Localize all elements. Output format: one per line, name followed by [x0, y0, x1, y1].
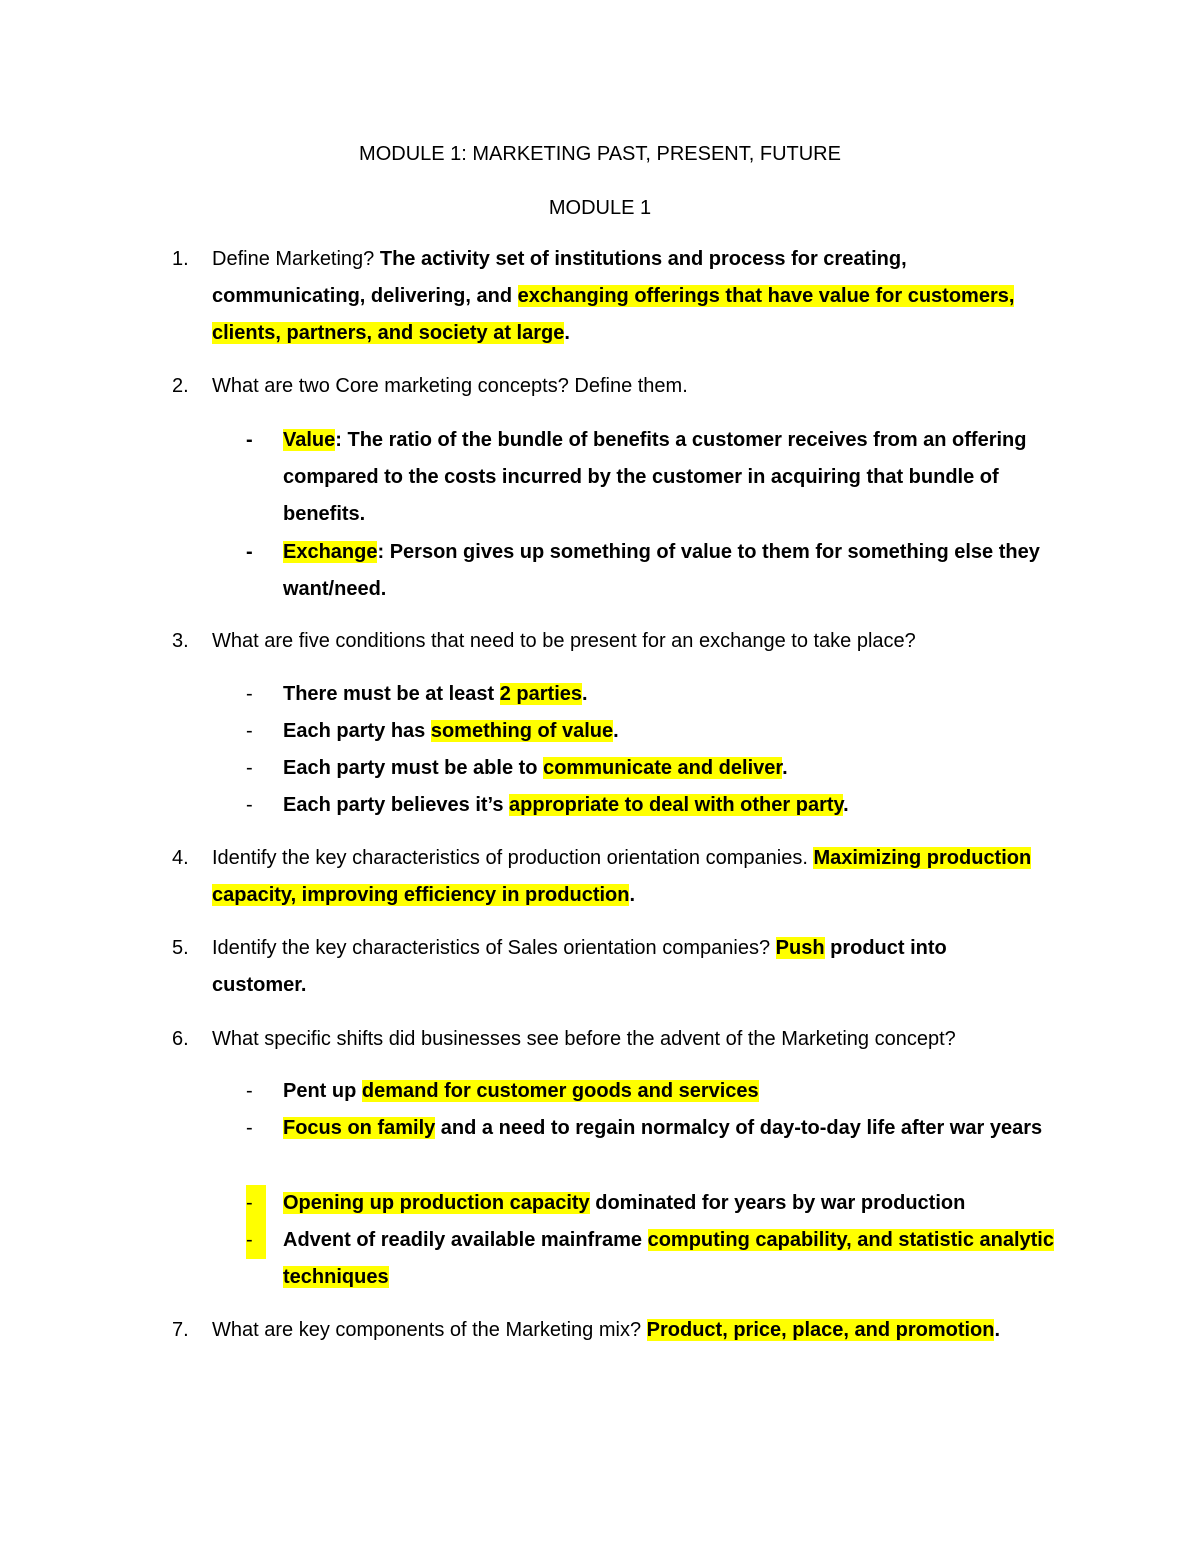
item-text: Each party must be able to [283, 757, 544, 779]
question-number: 6. [172, 1028, 189, 1050]
question-text: What specific shifts did businesses see before the advent of the Marketing concept? [212, 1028, 956, 1050]
bullet-dash: - [246, 1080, 253, 1102]
question-text: Identify the key characteristics of Sales orientation companies? [212, 937, 771, 959]
answer-highlight: Push [775, 937, 825, 959]
question-text: Identify the key characteristics of production orientation companies. [212, 847, 808, 869]
answer-highlight: Maximizing production capacity, improving efficiency in production [212, 847, 1032, 906]
question-number: 4. [172, 847, 189, 869]
list-item [246, 1185, 1056, 1222]
item-highlight: appropriate to deal with other party [509, 794, 844, 816]
term-highlight: Exchange [283, 541, 378, 563]
bullet-dash: - [246, 1222, 266, 1259]
question-number: 7. [172, 1319, 189, 1341]
item-end: . [843, 794, 849, 816]
item-highlight: Focus on family [283, 1117, 436, 1139]
item-highlight: communicate and deliver [543, 757, 783, 779]
list-item [246, 1222, 1056, 1296]
item-end: . [782, 757, 788, 779]
list-item [246, 422, 1056, 533]
list-item [246, 1073, 1056, 1110]
answer-end: . [629, 884, 636, 906]
term-highlight: Value [283, 429, 336, 451]
question-2 [172, 368, 1032, 405]
item-text: Advent of readily available mainframe [283, 1229, 648, 1251]
question-3 [172, 623, 1032, 660]
item-text: Pent up [283, 1080, 362, 1102]
list-item [246, 534, 1056, 608]
question-5 [172, 930, 1032, 1004]
term-definition: : The ratio of the bundle of benefits a customer receives from an offering compared to the costs incurred by the customer in acquiring that bundle of benefits. [283, 429, 1027, 525]
item-end: . [613, 720, 619, 742]
list-item [246, 713, 1056, 750]
answer-text: product into customer. [212, 937, 947, 996]
bullet-dash: - [246, 757, 253, 779]
answer-highlight: exchanging offerings that have value for customers, clients, partners, and society at large [212, 285, 1015, 344]
list-item [246, 787, 1056, 824]
bullet-dash: - [246, 429, 253, 451]
item-text: Each party has [283, 720, 431, 742]
list-item [246, 750, 1056, 787]
bullet-dash: - [246, 541, 253, 563]
question-7 [172, 1312, 1032, 1349]
bullet-dash: - [246, 683, 253, 705]
bullet-dash: - [246, 720, 253, 742]
question-text: What are key components of the Marketing mix? [212, 1319, 642, 1341]
document-subtitle: MODULE 1 [548, 197, 652, 219]
list-item [246, 676, 1056, 713]
question-number: 1. [172, 248, 189, 270]
term-definition: : Person gives up something of value to them for something else they want/need. [283, 541, 1040, 600]
answer-highlight: Product, price, place, and promotion [646, 1319, 995, 1341]
question-6 [172, 1021, 1032, 1058]
item-end: dominated for years by war production [589, 1192, 966, 1214]
question-text: What are five conditions that need to be present for an exchange to take place? [212, 630, 916, 652]
item-highlight: computing capability, and statistic analytic techniques [283, 1229, 1054, 1288]
answer-end: . [994, 1319, 1001, 1341]
item-highlight: something of value [430, 720, 614, 742]
question-number: 3. [172, 630, 189, 652]
answer-text: The activity set of institutions and process for creating, communicating, delivering, and [212, 248, 907, 307]
item-text: Each party believes it’s [283, 794, 510, 816]
bullet-dash: - [246, 794, 253, 816]
item-end: . [582, 683, 588, 705]
answer-end: . [564, 322, 570, 344]
item-end: and a need to regain normalcy of day-to-day life after war years [435, 1117, 1043, 1139]
item-text: There must be at least [283, 683, 500, 705]
question-number: 2. [172, 375, 189, 397]
document-title: MODULE 1: MARKETING PAST, PRESENT, FUTURE [359, 143, 841, 165]
bullet-dash: - [246, 1117, 253, 1139]
question-4 [172, 840, 1032, 914]
bullet-dash: - [246, 1185, 266, 1222]
question-text: Define Marketing? [212, 248, 375, 270]
item-highlight: 2 parties [499, 683, 583, 705]
question-text: What are two Core marketing concepts? Define them. [212, 375, 688, 397]
question-number: 5. [172, 937, 189, 959]
item-highlight: Opening up production capacity [283, 1192, 590, 1214]
question-1 [172, 241, 1032, 352]
list-item [246, 1110, 1056, 1147]
item-highlight: demand for customer goods and services [361, 1080, 759, 1102]
